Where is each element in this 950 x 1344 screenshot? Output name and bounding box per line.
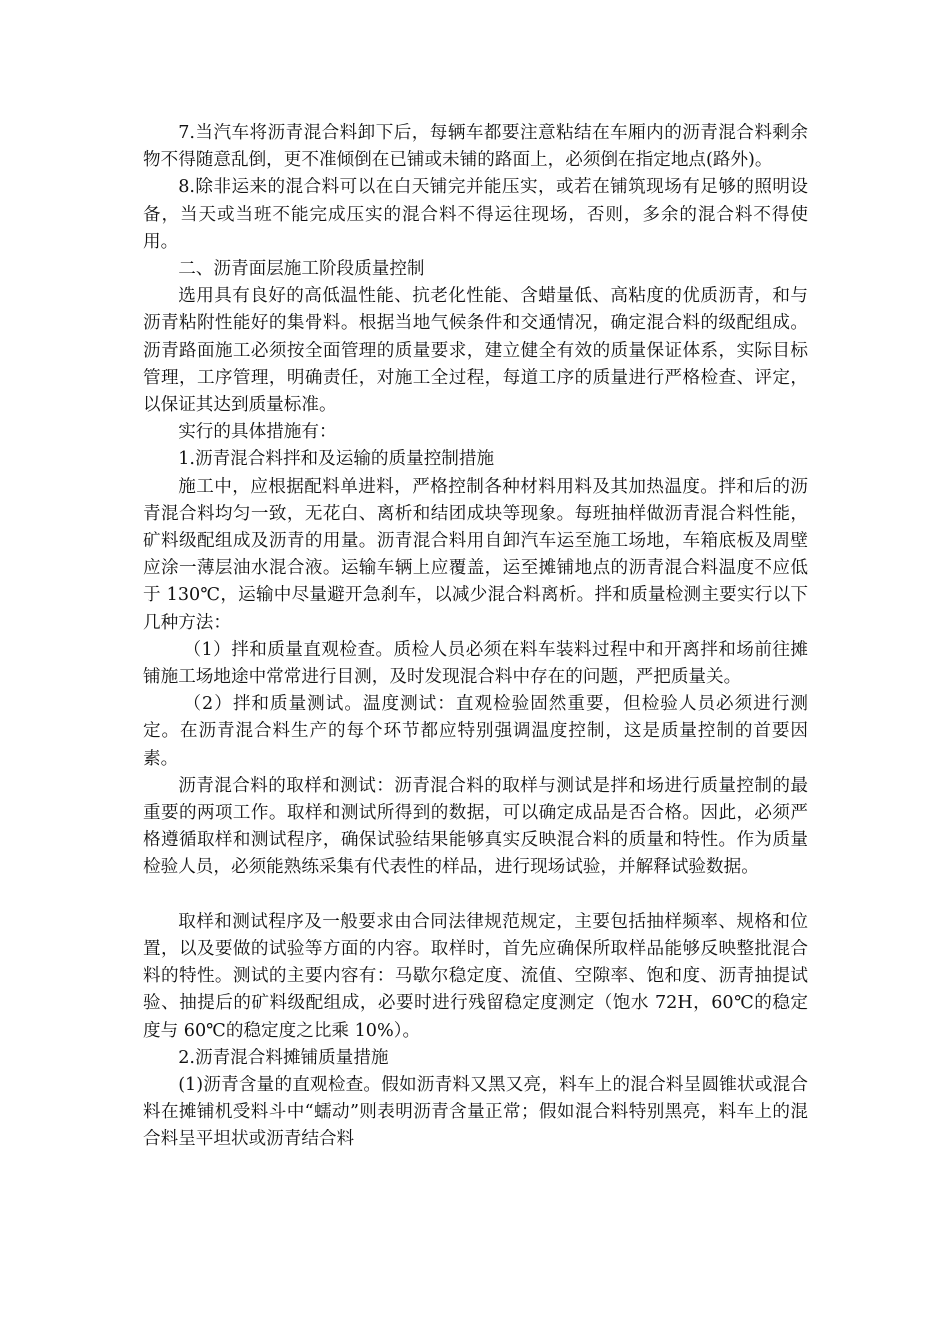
paragraph-construction-control: 施工中，应根据配料单进料，严格控制各种材料用料及其加热温度。拌和后的沥青混合料均匀一致，无花白、离析和结团成块等现象。每班抽样做沥青混合料性能，矿料级配组成及沥青的用量。沥青混合料用自卸汽车运至施工场地，车箱底板及周壁应涂一薄层油水混合液。运输车辆上应覆盖，运至摊铺地点的沥青混合料温度不应低于 130℃，运输中尽量避开急刹车，以减少混合料离析。拌和质量检测主要实行以下几种方法： xyxy=(143,476,808,633)
paragraph-asphalt-content: (1)沥青含量的直观检查。假如沥青料又黑又亮，料车上的混合料呈圆锥状或混合料在摊铺机受料斗中“蠕动”则表明沥青含量正常；假如混合料特别黑亮，料车上的混合料呈平坦状或沥青结合料 xyxy=(143,1074,808,1150)
subheading-paving-measures: 2.沥青混合料摊铺质量措施 xyxy=(178,1047,389,1068)
paragraph-material-selection: 选用具有良好的高低温性能、抗老化性能、含蜡量低、高粘度的优质沥青，和与沥青粘附性能好的集骨料。根据当地气候条件和交通情况，确定混合料的级配组成。沥青路面施工必须按全面管理的质量要求，建立健全有效的质量保证体系，实际目标管理，工序管理，明确责任，对施工全过程，每道工序的质量进行严格检查、评定，以保证其达到质量标准。 xyxy=(143,286,808,416)
document-page xyxy=(143,120,808,1154)
paragraph-quality-testing: （2）拌和质量测试。温度测试：直观检验固然重要，但检验人员必须进行测定。在沥青混合料生产的每个环节都应特别强调温度控制，这是质量控制的首要因素。 xyxy=(143,694,808,769)
section-heading-2: 二、沥青面层施工阶段质量控制 xyxy=(178,259,425,280)
paragraph-sampling-procedure: 取样和测试程序及一般要求由合同法律规范规定，主要包括抽样频率、规格和位置，以及要做的试验等方面的内容。取样时，首先应确保所取样品能够反映整批混合料的特性。测试的主要内容有：马歇尔稳定度、流值、空隙率、饱和度、沥青抽提试验、抽提后的矿料级配组成，必要时进行残留稳定度测定（饱水 72H，60℃的稳定度与 60℃的稳定度之比乘 10%）。 xyxy=(143,911,808,1041)
paragraph-visual-inspection: （1）拌和质量直观检查。质检人员必须在料车装料过程中和开离拌和场前往摊铺施工场地途中常常进行目测，及时发现混合料中存在的问题，严把质量关。 xyxy=(143,639,808,688)
paragraph-item-8: 8.除非运来的混合料可以在白天铺完并能压实，或若在铺筑现场有足够的照明设备，当天或当班不能完成压实的混合料不得运往现场，否则，多余的混合料不得使用。 xyxy=(143,177,808,252)
subheading-mixing-transport: 1.沥青混合料拌和及运输的质量控制措施 xyxy=(178,449,495,470)
blank-line xyxy=(143,882,808,909)
paragraph-item-7: 7.当汽车将沥青混合料卸下后，每辆车都要注意粘结在车厢内的沥青混合料剩余物不得随意乱倒，更不准倾倒在已铺或未铺的路面上，必须倒在指定地点(路外)。 xyxy=(143,123,808,171)
paragraph-measures-intro: 实行的具体措施有： xyxy=(178,422,337,443)
paragraph-sampling-testing: 沥青混合料的取样和测试：沥青混合料的取样与测试是拌和场进行质量控制的最重要的两项工作。取样和测试所得到的数据，可以确定成品是否合格。因此，必须严格遵循取样和测试程序，确保试验结果能够真实反映混合料的质量和特性。作为质量检验人员，必须能熟练采集有代表性的样品，进行现场试验，并解释试验数据。 xyxy=(143,775,808,878)
